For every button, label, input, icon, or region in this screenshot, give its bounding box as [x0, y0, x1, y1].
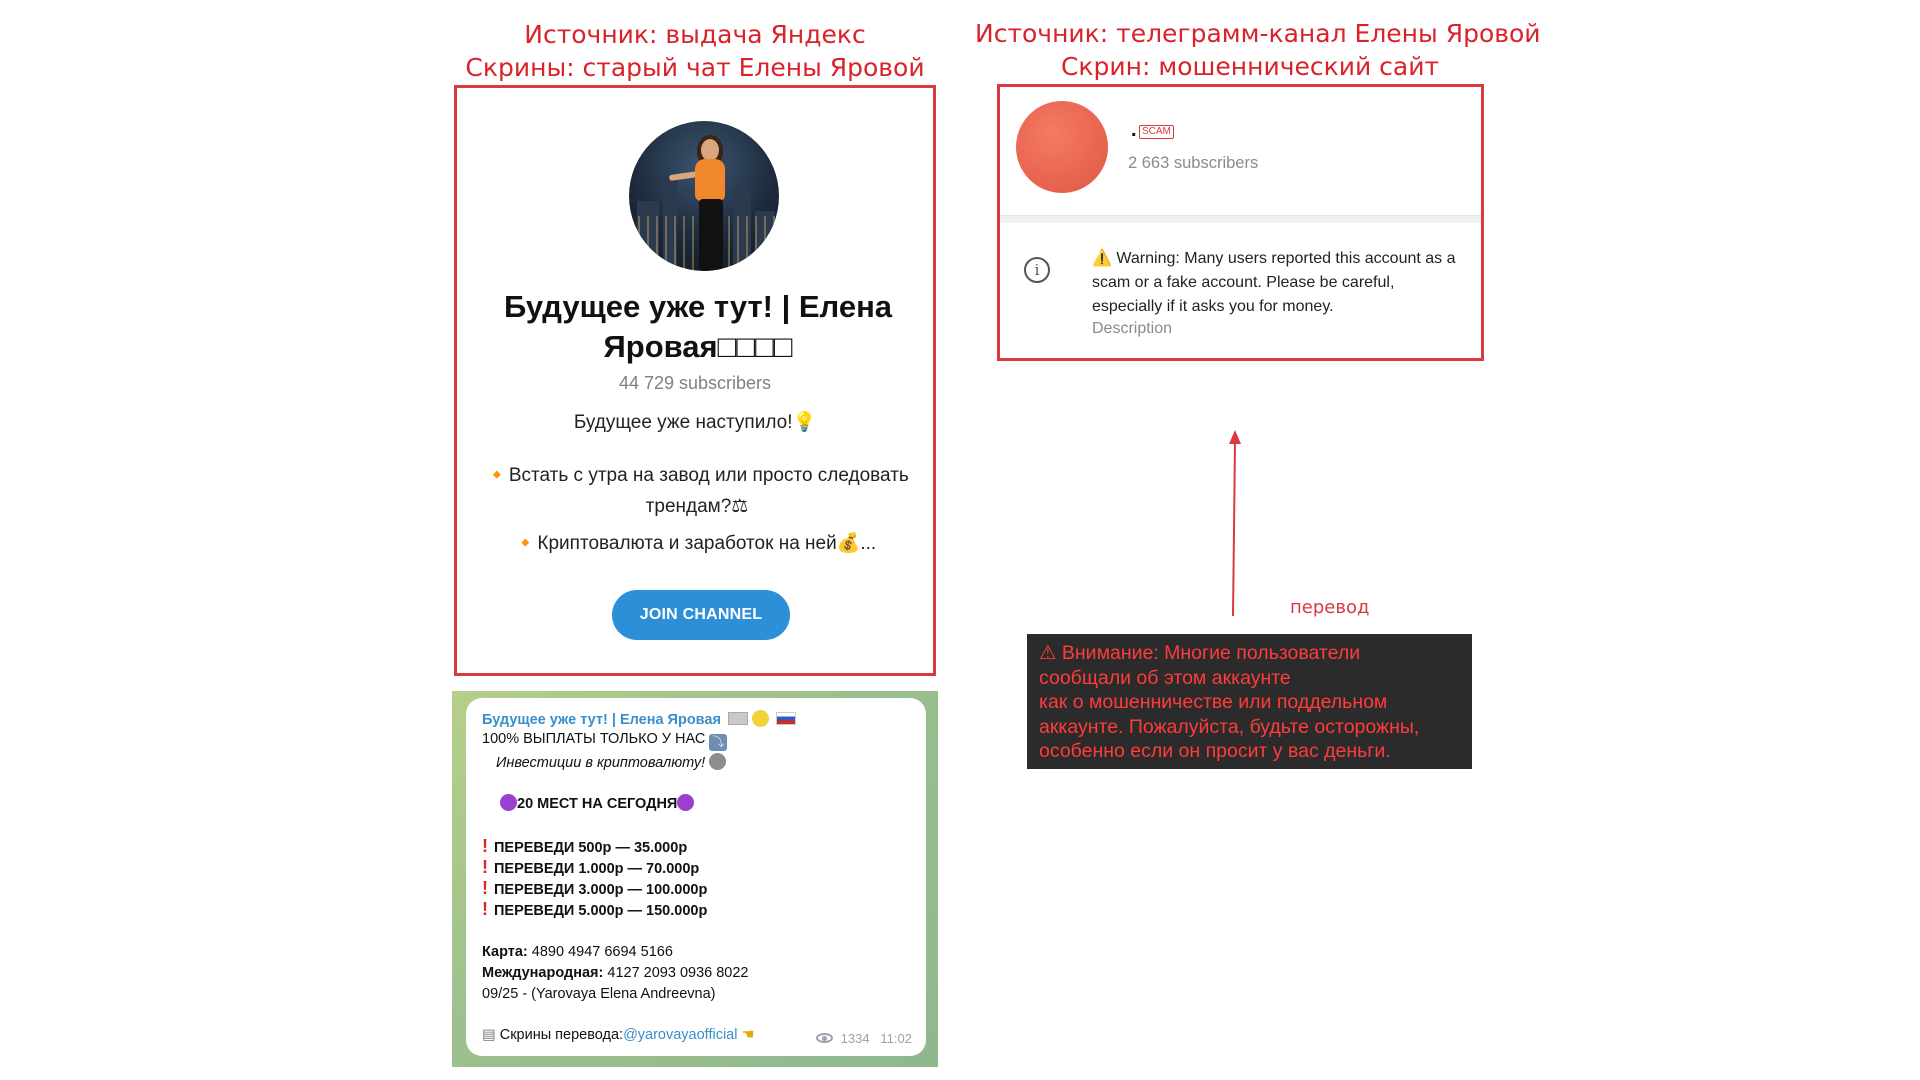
caption-left-line2: Скрины: старый чат Елены Яровой: [465, 53, 925, 82]
pointing-hand-icon: ☚: [741, 1027, 755, 1043]
channel-description-line3: 🔸Криптовалюта и заработок на ней💰...: [513, 533, 877, 554]
intl-card-number: 4127 2093 0936 8022: [607, 965, 749, 981]
channel-avatar: [629, 121, 779, 271]
card-expiry: 09/25 - (Yarovaya Elena Andreevna): [482, 986, 716, 1002]
arrow-up-icon: [1220, 430, 1250, 616]
channel-subscribers: 44 729 subscribers: [618, 373, 772, 393]
caption-right-line2: Скрин: мошеннический сайт: [1060, 52, 1440, 81]
translation-box: [1027, 634, 1472, 769]
scam-channel-name: .: [1131, 119, 1137, 141]
description-label: Description: [1092, 320, 1173, 337]
purple-circle-icon: [500, 794, 517, 811]
channel-card: [454, 85, 936, 676]
scam-avatar: [1016, 101, 1108, 193]
chat-message-bubble: [466, 698, 926, 1056]
exclamation-icon: !: [482, 899, 488, 919]
channel-description-line2: 🔸Встать с утра на завод или просто следовать трендам?⚖: [485, 465, 909, 517]
exclamation-icon: !: [482, 836, 488, 856]
exclamation-icon: !: [482, 857, 488, 877]
caption-left: [455, 18, 935, 84]
card-label: Карта:: [482, 944, 528, 960]
document-icon: ▤: [482, 1027, 496, 1043]
scam-subscribers: 2 663 subscribers: [1128, 154, 1259, 172]
translation-line1: ⚠ Внимание: Многие пользователи: [1039, 642, 1361, 664]
message-time: 11:02: [880, 1031, 912, 1046]
chat-places: 20 МЕСТ НА СЕГОДНЯ: [517, 796, 678, 812]
translation-line2: сообщали об этом аккаунте: [1039, 666, 1291, 689]
translation-line5: особенно если он просит у вас деньги.: [1039, 740, 1391, 762]
scam-warning: [1092, 247, 1467, 319]
flag-icon: [728, 712, 748, 725]
russia-flag-icon: [776, 712, 796, 725]
screens-label: Скрины перевода:: [499, 1027, 624, 1043]
chat-offer-2: ПЕРЕВЕДИ 1.000р — 70.000р: [494, 861, 700, 877]
translation-line3: как о мошенничестве или поддельном: [1039, 691, 1388, 713]
caption-right: [975, 17, 1541, 83]
lemon-icon: [752, 710, 769, 727]
globe-icon: [709, 753, 726, 770]
channel-description-line1: Будущее уже наступило!💡: [573, 412, 817, 433]
channel-title: Будущее уже тут! | Елена Яровая□□□□: [503, 289, 893, 364]
chat-offer-3: ПЕРЕВЕДИ 3.000р — 100.000р: [494, 882, 708, 898]
arrow-emoji-icon: ⤵: [709, 734, 727, 751]
views-eye-icon: [816, 1033, 833, 1043]
card-number: 4890 4947 6694 5166: [531, 944, 673, 960]
translation-label: перевод: [1290, 597, 1370, 618]
scam-badge: SCAM: [1139, 125, 1174, 139]
chat-message-meta: [816, 1031, 912, 1046]
section-divider: [1000, 215, 1481, 223]
chat-line-invest: Инвестиции в криптовалюту!: [496, 755, 706, 771]
chat-offer-1: ПЕРЕВЕДИ 500р — 35.000р: [494, 840, 688, 856]
chat-screenshot: [452, 691, 938, 1067]
exclamation-icon: !: [482, 878, 488, 898]
intl-card-label: Международная:: [482, 965, 604, 981]
chat-channel-name[interactable]: Будущее уже тут! | Елена Яровая: [482, 712, 721, 728]
views-count: 1334: [840, 1031, 870, 1046]
info-icon: i: [1024, 257, 1050, 283]
purple-circle-icon: [677, 794, 694, 811]
join-channel-button[interactable]: JOIN CHANNEL: [612, 590, 790, 640]
caption-right-line1: Источник: телеграмм-канал Елены Яровой: [975, 19, 1541, 48]
screens-handle-link[interactable]: @yarovayaofficial: [623, 1027, 738, 1043]
chat-line-payouts: 100% ВЫПЛАТЫ ТОЛЬКО У НАС: [482, 731, 706, 747]
scam-warning-text: Warning: Many users reported this account as a scam or a fake account. Please be careful, especially if it asks you for money.: [1092, 250, 1456, 315]
caption-left-line1: Источник: выдача Яндекс: [524, 20, 866, 49]
translation-line4: аккаунте. Пожалуйста, будьте осторожны,: [1039, 715, 1420, 738]
warning-icon: ⚠️: [1092, 250, 1112, 267]
chat-offer-4: ПЕРЕВЕДИ 5.000р — 150.000р: [494, 903, 708, 919]
scam-card: [997, 84, 1484, 361]
